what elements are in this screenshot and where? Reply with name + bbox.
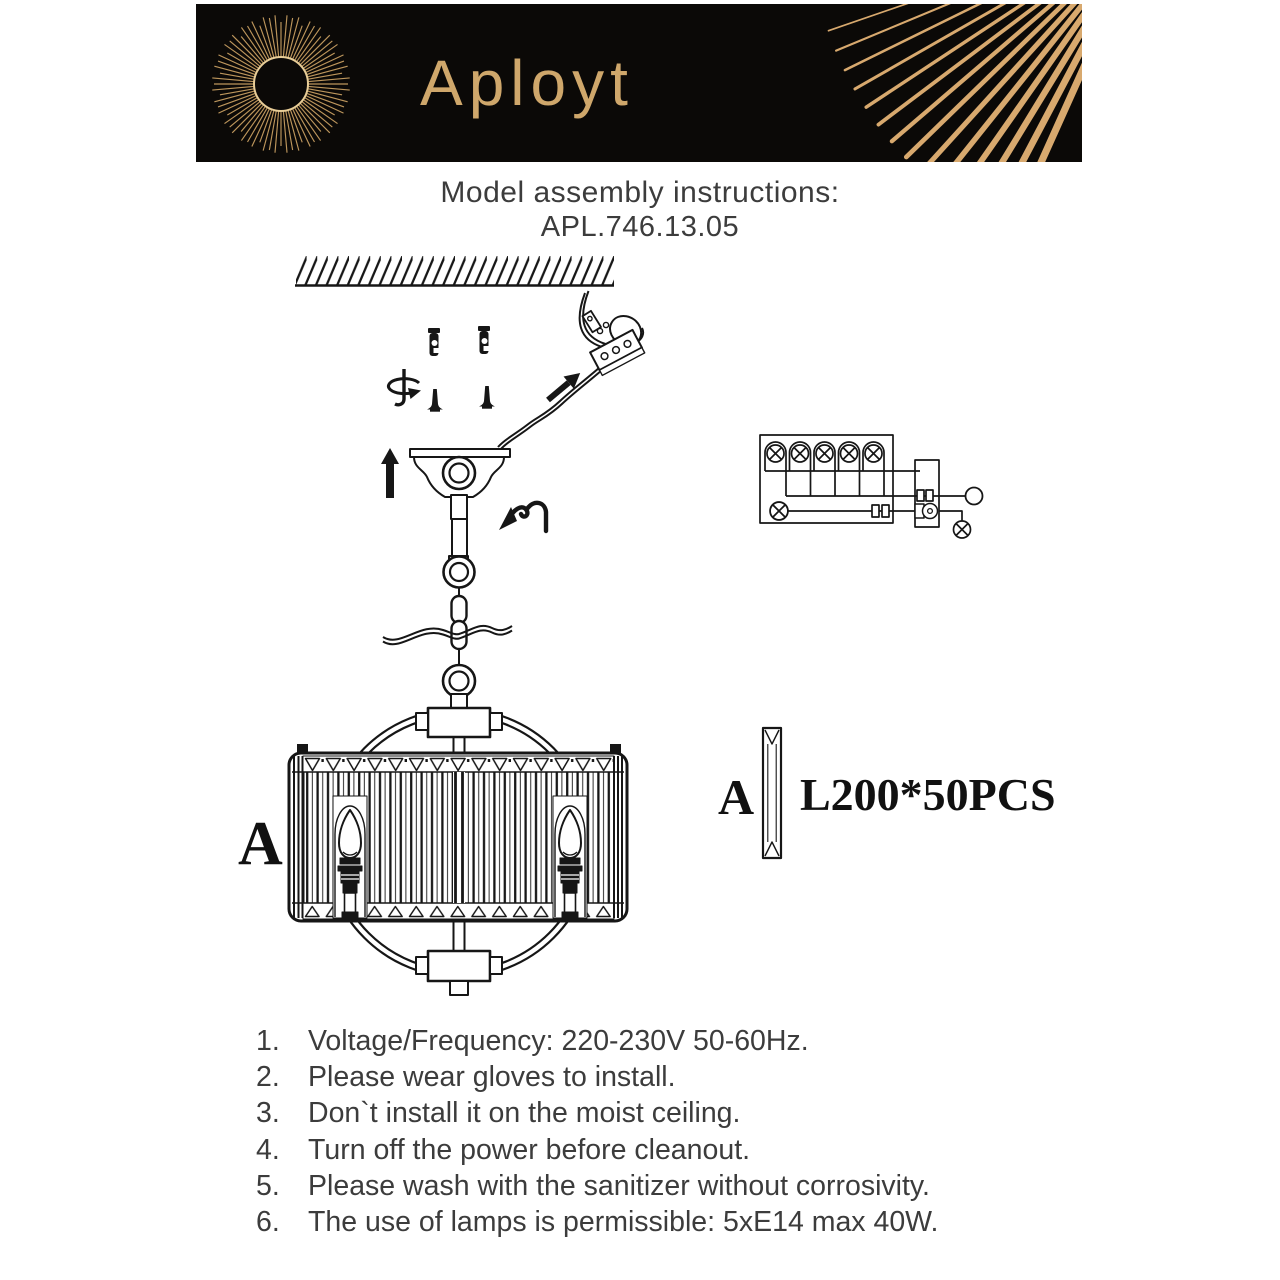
instruction-text: Please wash with the sanitizer without corrosivity.	[308, 1169, 930, 1202]
instruction-number: 2.	[256, 1061, 280, 1094]
arrow-up-icon	[381, 448, 399, 498]
instruction-text: Turn off the power before cleanout.	[308, 1133, 751, 1166]
ceiling-hatch	[295, 256, 614, 286]
instruction-item	[250, 1023, 1060, 1059]
candle-bulb	[553, 796, 587, 918]
assembly-label-a: A	[238, 810, 283, 878]
wall-anchor-icon	[478, 326, 490, 354]
candle-bulb	[333, 796, 367, 918]
chain-drawing	[383, 556, 512, 697]
instruction-text: Please wear gloves to install.	[308, 1061, 676, 1094]
instruction-item	[250, 1132, 1060, 1168]
instruction-text: Voltage/Frequency: 220-230V 50-60Hz.	[308, 1025, 809, 1057]
instruction-text: The use of lamps is permissible: 5xE14 max 40W.	[308, 1206, 939, 1239]
page-title: Model assembly instructions:	[440, 176, 840, 209]
wiring-diagram	[760, 435, 983, 538]
instruction-item	[250, 1204, 1060, 1240]
terminal-block	[590, 330, 645, 375]
instruction-number: 6.	[256, 1206, 280, 1239]
instruction-number: 4.	[256, 1133, 280, 1166]
instruction-number: 5.	[256, 1169, 280, 1202]
model-number: APL.746.13.05	[540, 211, 740, 243]
instruction-item	[250, 1059, 1060, 1095]
instruction-text: Don`t install it on the moist ceiling.	[308, 1097, 741, 1130]
crystal-strip-drawing	[763, 728, 781, 858]
mounting-hardware	[388, 326, 495, 412]
instruction-number: 3.	[256, 1097, 280, 1130]
wall-anchor-icon	[428, 328, 440, 356]
shade-clip	[610, 744, 621, 754]
instruction-number: 1.	[256, 1025, 280, 1057]
instruction-item	[250, 1095, 1060, 1131]
power-wires	[498, 291, 645, 450]
screw-icon	[479, 386, 495, 409]
shade-clip	[297, 744, 308, 754]
canopy-drawing	[381, 448, 546, 557]
brand-name: Aployt	[420, 47, 634, 119]
instruction-item	[250, 1168, 1060, 1204]
instructions-list	[250, 1023, 1060, 1240]
hook-icon	[499, 503, 546, 531]
chandelier-drawing	[289, 694, 627, 995]
rotate-icon	[388, 369, 421, 405]
crystal-label-a: A	[718, 769, 755, 825]
crystal-spec: L200*50PCS	[800, 769, 1056, 820]
arrow-icon	[543, 367, 585, 406]
screw-icon	[427, 389, 443, 412]
